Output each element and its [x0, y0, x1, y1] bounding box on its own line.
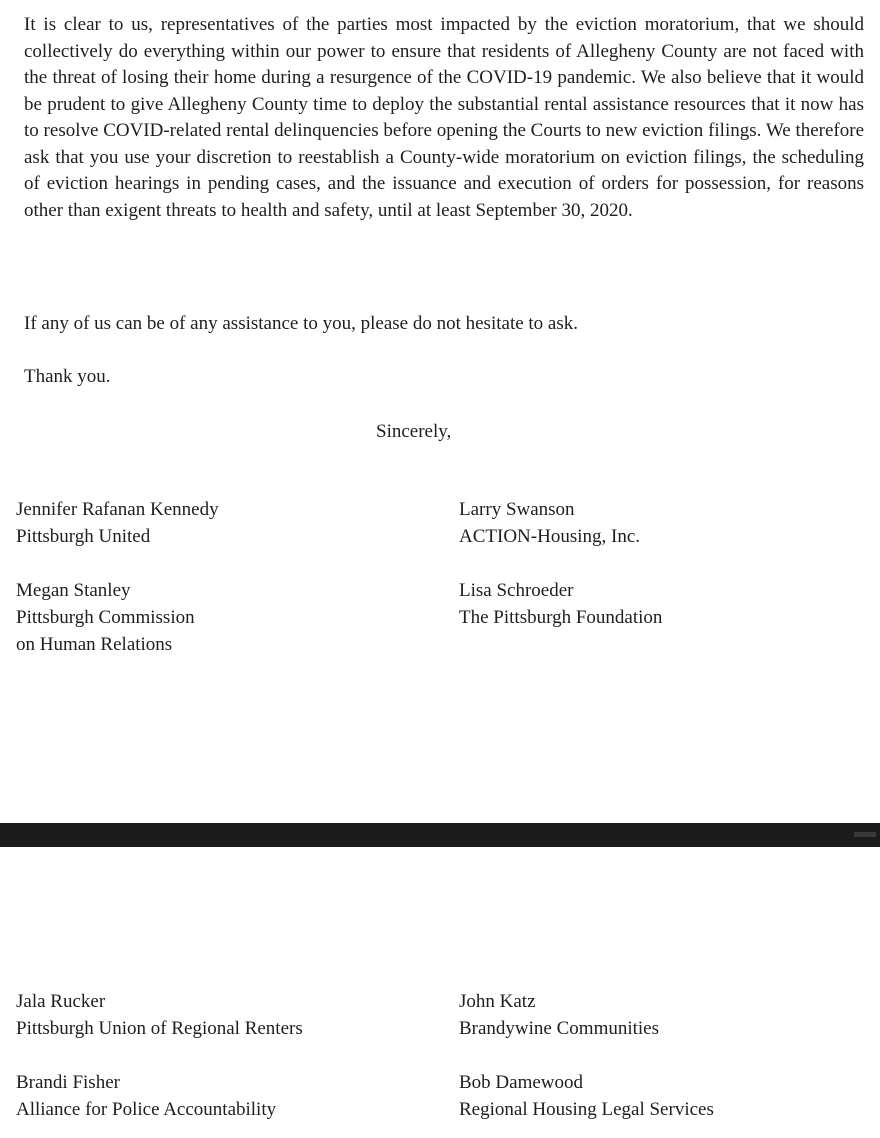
signatory-name: Lisa Schroeder	[459, 580, 574, 601]
signatory-block	[459, 988, 659, 1042]
signatory-block	[16, 496, 219, 550]
signatory-block	[459, 496, 640, 550]
signatory-name: Jennifer Rafanan Kennedy	[16, 499, 219, 520]
signatory-name: Brandi Fisher	[16, 1072, 120, 1093]
letter-paragraph-request: It is clear to us, representatives of the parties most impacted by the eviction moratorium, that we should collectively do everything within our power to ensure that residents of Allegheny County are not faced with the threat of losing their home during a resurgence of the COVID-19 pandemic. We also believe that it would be prudent to give Allegheny County time to deploy the substantial rental assistance resources that it now has to resolve COVID-related rental delinquencies before opening the Courts to new eviction filings. We therefore ask that you use your discretion to reestablish a County-wide moratorium on eviction filings, the scheduling of eviction hearings in pending cases, and the issuance and execution of orders for possession, for reasons other than exigent threats to health and safety, until at least September 30, 2020.	[24, 14, 864, 221]
signatory-name: Bob Damewood	[459, 1072, 584, 1093]
signatory-organization: ACTION-Housing, Inc.	[459, 526, 641, 547]
letter-paragraph-assistance: If any of us can be of any assistance to you, please do not hesitate to ask.	[24, 313, 579, 334]
signatory-name: Megan Stanley	[16, 580, 131, 601]
signatory-block	[16, 988, 303, 1042]
signatory-organization: The Pittsburgh Foundation	[459, 607, 663, 628]
signatory-organization: Alliance for Police Accountability	[16, 1099, 277, 1120]
signatory-name: John Katz	[459, 991, 536, 1012]
letter-closing: Sincerely,	[376, 421, 452, 442]
signatory-organization: Pittsburgh Commission	[16, 607, 195, 628]
page-break-mark	[854, 832, 876, 837]
signatory-name: Jala Rucker	[16, 991, 106, 1012]
signatory-organization: Brandywine Communities	[459, 1018, 660, 1039]
signatory-organization: Regional Housing Legal Services	[459, 1099, 714, 1120]
signatory-block	[459, 1069, 714, 1123]
signatory-organization: Pittsburgh United	[16, 526, 151, 547]
signatory-block	[16, 577, 195, 658]
signatory-block	[16, 1069, 276, 1123]
signatory-organization: Pittsburgh Union of Regional Renters	[16, 1018, 303, 1039]
signatory-name: Larry Swanson	[459, 499, 575, 520]
signatory-block	[459, 577, 662, 631]
page-break-divider	[0, 823, 880, 847]
signatory-organization: on Human Relations	[16, 634, 173, 655]
letter-thanks: Thank you.	[24, 366, 111, 387]
